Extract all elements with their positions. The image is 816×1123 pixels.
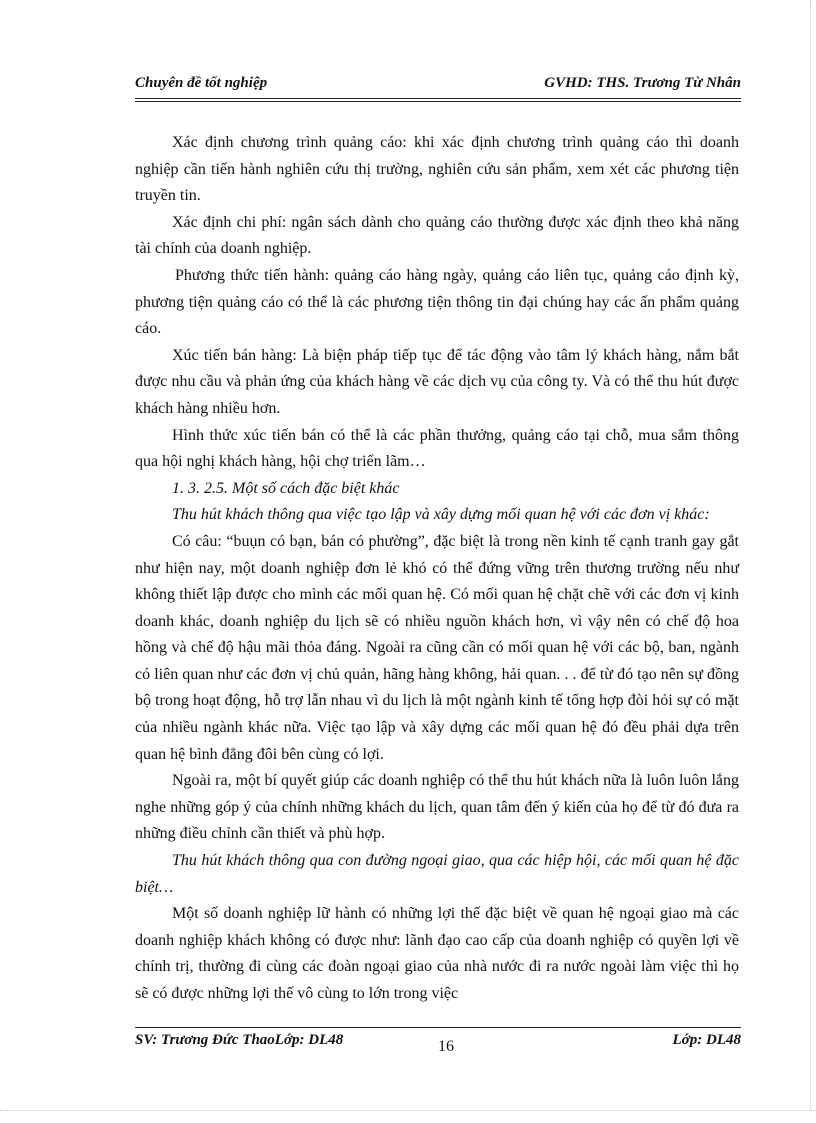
paragraph: Hình thức xúc tiến bán có thể là các phần thưởng, quảng cáo tại chỗ, mua sắm thông qua hội nghị khách hàng, hội chợ triển lãm… xyxy=(135,426,739,471)
section-heading: 1. 3. 2.5. Một số cách đặc biệt khác xyxy=(172,479,400,497)
page-footer xyxy=(135,1032,741,1062)
header-title: Chuyên đề tốt nghiệp xyxy=(135,75,268,91)
header-rule-thin xyxy=(135,101,741,102)
paragraph: Xác định chương trình quảng cáo: khi xác định chương trình quảng cáo thì doanh nghiệp cần tiến hành nghiên cứu thị trường, nghiên cứu sản phẩm, xem xét các phương tiện truyền tin. xyxy=(135,134,739,205)
header-rule xyxy=(135,98,741,99)
page-header xyxy=(135,75,741,97)
paragraph: Một số doanh nghiệp lữ hành có những lợi thế đặc biệt về quan hệ ngoại giao mà các doanh nghiệp khách không có được như: lãnh đạo cao cấp của doanh nghiệp có quyền lợi về chính trị, thường đi cùng các đoàn ngoại giao của nhà nước đi ra nước ngoài làm việc thì họ sẽ có được những lợi thế vô cùng to lớn trong việc xyxy=(135,905,739,1002)
page-border-bottom xyxy=(0,1110,816,1111)
footer-student: SV: Trương Đức ThaoLớp: DL48 xyxy=(135,1032,344,1048)
paragraph: Phương thức tiến hành: quảng cáo hàng ngày, quảng cáo liên tục, quảng cáo định kỳ, phương tiện quảng cáo có thể là các phương tiện thông tin đại chúng hay các ấn phẩm quảng cáo. xyxy=(135,266,739,338)
paragraph: Có câu: “buụn có bạn, bán có phường”, đặc biệt là trong nền kinh tế cạnh tranh gay gắt như hiện nay, một doanh nghiệp đơn lẻ khó có thể đứng vững trên thương trường nếu như không thiết lập được cho mình các mối quan hệ. Có mối quan hệ chặt chẽ với các đơn vị kinh doanh khác, doanh nghiệp du lịch sẽ có nhiều nguồn khách hơn, vì vậy nên có chế độ hoa hồng và chế độ hậu mãi thỏa đáng. Ngoài ra cũng cần có mối quan hệ với các bộ, ban, ngành có liên quan như các đơn vị chủ quản, hãng hàng không, hải quan. . . để từ đó tạo nên sự đồng bộ trong hoạt động, hỗ trợ lẫn nhau vì du lịch là một ngành kinh tế tổng hợp đòi hỏi sự có mặt của nhiều ngành khác nữa. Việc tạo lập và xây dựng các mối quan hệ đó đều phải dựa trên quan hệ bình đẳng đôi bên cùng có lợi. xyxy=(135,532,739,763)
header-supervisor: GVHD: THS. Trương Từ Nhân xyxy=(544,75,741,91)
paragraph: Ngoài ra, một bí quyết giúp các doanh nghiệp có thể thu hút khách nữa là luôn luôn lắng nghe những góp ý của chính những khách du lịch, quan tâm đến ý kiến của họ để từ đó đưa ra những điều chỉnh cần thiết và phù hợp. xyxy=(135,772,739,843)
subheading: Thu hút khách thông qua con đường ngoại giao, qua các hiệp hội, các mối quan hệ đặc biệt… xyxy=(135,852,739,896)
footer-class: Lớp: DL48 xyxy=(672,1032,741,1048)
paragraph: Xác định chi phí: ngân sách dành cho quảng cáo thường được xác định theo khả năng tài chính của doanh nghiệp. xyxy=(135,213,739,258)
page-number: 16 xyxy=(438,1038,454,1055)
body-text xyxy=(135,130,739,1008)
footer-rule xyxy=(135,1027,741,1028)
paragraph: Xúc tiến bán hàng: Là biện pháp tiếp tục để tác động vào tâm lý khách hàng, nắm bắt được nhu cầu và phản ứng của khách hàng về các dịch vụ của công ty. Và có thể thu hút được khách hàng nhiều hơn. xyxy=(135,346,739,417)
subheading: Thu hút khách thông qua việc tạo lập và xây dựng mối quan hệ với các đơn vị khác: xyxy=(172,506,710,524)
page-border-right xyxy=(810,0,811,1110)
